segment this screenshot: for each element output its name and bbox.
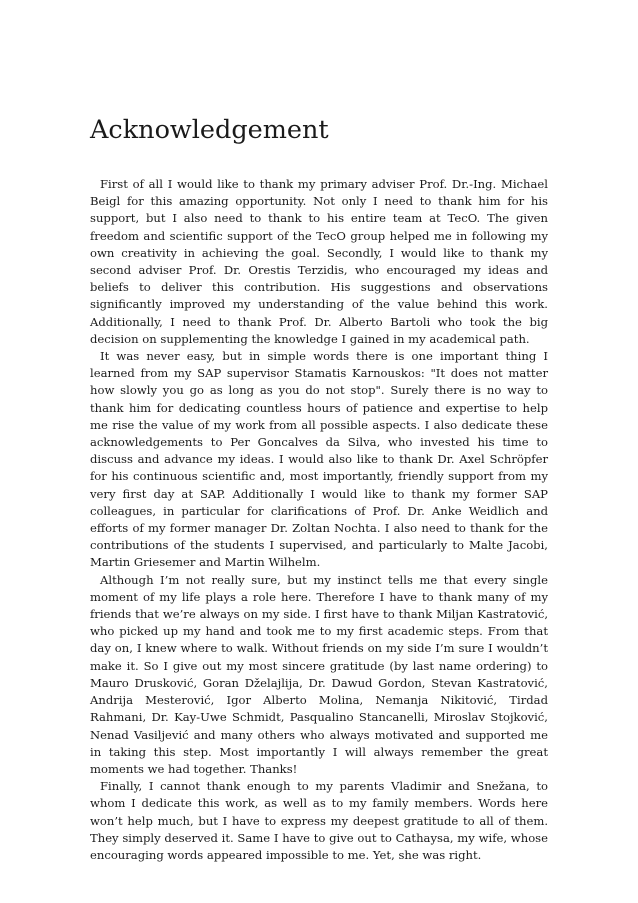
body-text xyxy=(90,176,548,864)
page-title: Acknowledgement xyxy=(90,115,329,145)
paragraph-sap-supervisor: It was never easy, but in simple words there is one important thing I learned from my SAP supervisor Stamatis Karnouskos: "It does not matter how slowly you go as long as you do not stop". Surely there is no way to thank him for dedicating countless hours of patience and expertise to help me rise the value of my work from all possible aspects. I also dedicate these acknowledgements to Per Goncalves da Silva, who invested his time to discuss and advance my ideas. I would also like to thank Dr. Axel Schröpfer for his continuous scientific and, most importantly, friendly support from my very first day at SAP. Additionally I would like to thank my former SAP colleagues, in particular for clarifications of Prof. Dr. Anke Weidlich and efforts of my former manager Dr. Zoltan Nochta. I also need to thank for the contributions of the students I supervised, and particularly to Malte Jacobi, Martin Griesemer and Martin Wilhelm. xyxy=(90,349,548,570)
paragraph-family: Finally, I cannot thank enough to my parents Vladimir and Snežana, to whom I dedicate this work, as well as to my family members. Words here won’t help much, but I have to express my deepest gratitude to all of them. They simply deserved it. Same I have to give out to Cathaysa, my wife, whose encouraging words appeared impossible to me. Yet, she was right. xyxy=(90,779,548,862)
paragraph-friends: Although I’m not really sure, but my instinct tells me that every single moment of my life plays a role here. Therefore I have to thank many of my friends that we’re always on my side. I first have to thank Miljan Kastratović, who picked up my hand and took me to my first academic steps. From that day on, I knew where to walk. Without friends on my side I’m sure I wouldn’t make it. So I give out my most sincere gratitude (by last name ordering) to Mauro Drusković, Goran Dželajlija, Dr. Dawud Gordon, Stevan Kastratović, Andrija Mesterović, Igor Alberto Molina, Nemanja Nikitović, Tirdad Rahmani, Dr. Kay-Uwe Schmidt, Pasqualino Stancanelli, Miroslav Stojković, Nenad Vasiljević and many others who always motivated and supported me in taking this step. Most importantly I will always remember the great moments we had together. Thanks! xyxy=(90,572,548,776)
paragraph-advisers: First of all I would like to thank my primary adviser Prof. Dr.-Ing. Michael Beigl for this amazing opportunity. Not only I need to thank him for his support, but I also need to thank to his entire team at TecO. The given freedom and scientific support of the TecO group helped me in following my own creativity in achieving the goal. Secondly, I would like to thank my second adviser Prof. Dr. Orestis Terzidis, who encouraged my ideas and beliefs to deliver this contribution. His suggestions and observations significantly improved my understanding of the value behind this work. Additionally, I need to thank Prof. Dr. Alberto Bartoli who took the big decision on supplementing the knowledge I gained in my academical path. xyxy=(90,177,548,346)
